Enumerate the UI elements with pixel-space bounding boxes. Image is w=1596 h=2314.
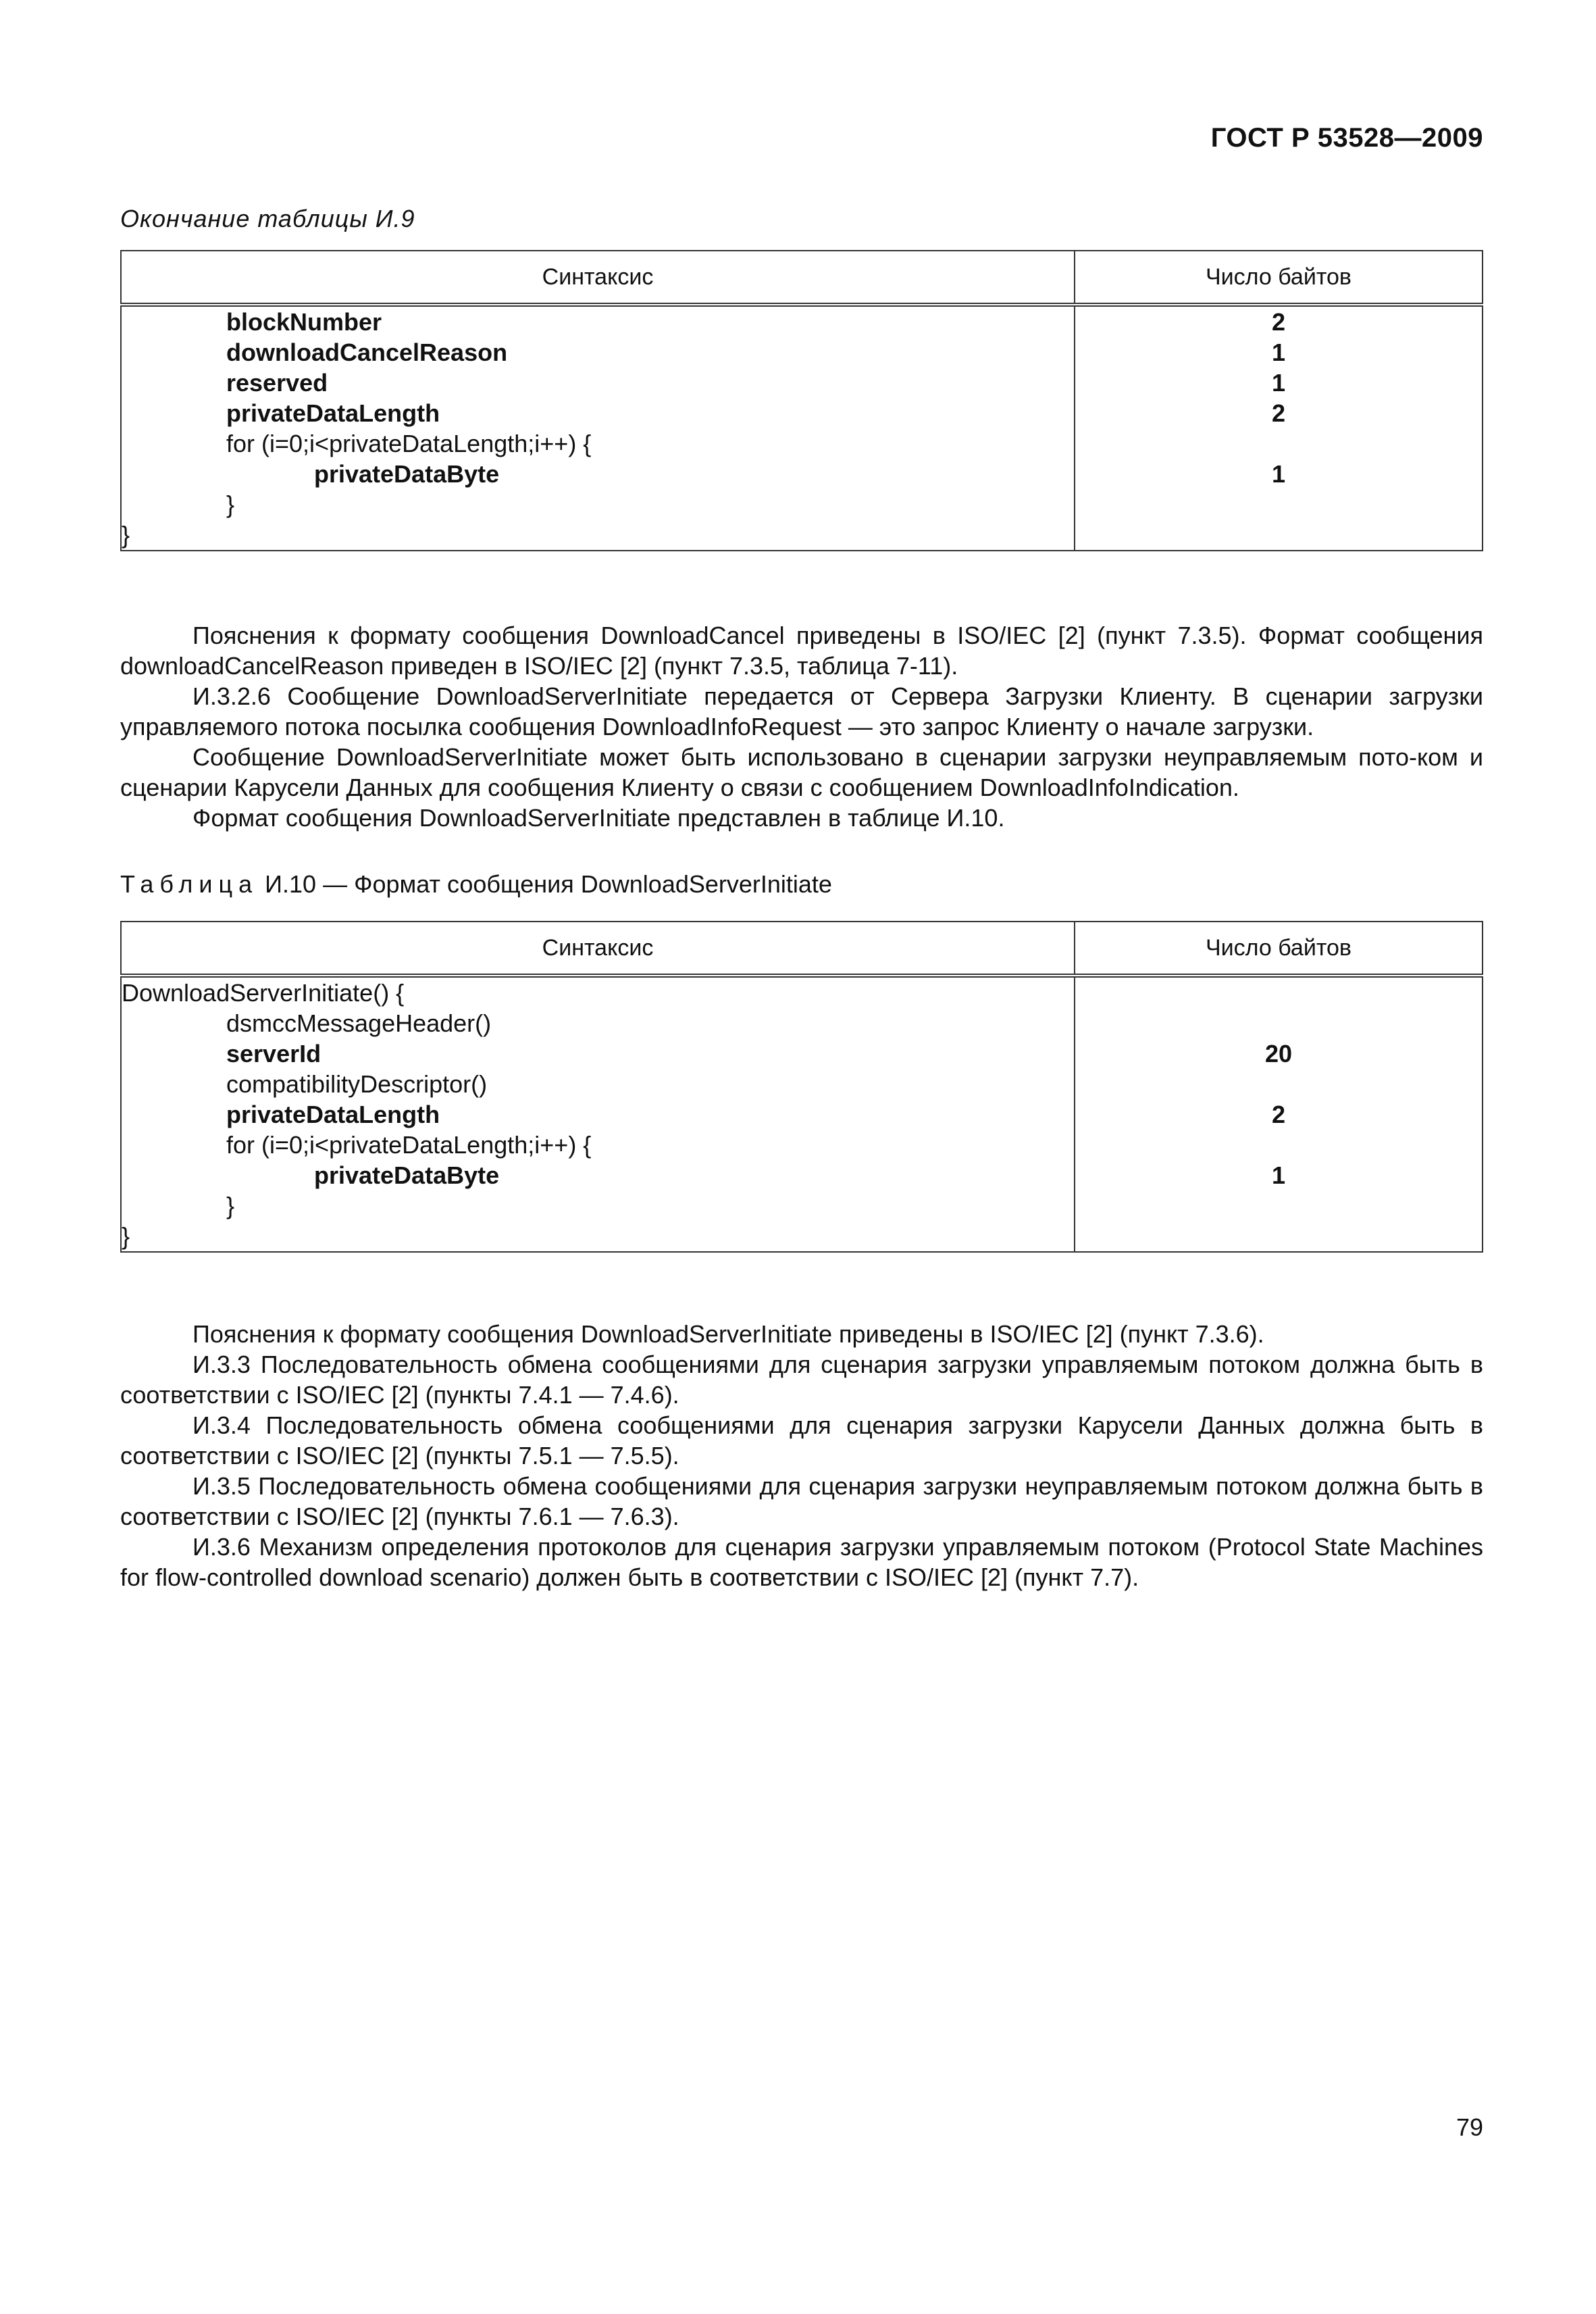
- syntax-line: dsmccMessageHeader(): [226, 1009, 492, 1037]
- syntax-line: reserved: [226, 369, 328, 397]
- byte-count: 1: [1271, 369, 1286, 397]
- syntax-cell: [121, 305, 1075, 551]
- byte-count: 2: [1271, 1101, 1286, 1128]
- byte-count: [1075, 1221, 1482, 1251]
- syntax-line: privateDataLength: [226, 1101, 440, 1128]
- syntax-line: privateDataByte: [314, 460, 500, 488]
- syntax-line: serverId: [226, 1040, 321, 1067]
- byte-count: [1075, 1130, 1482, 1160]
- syntax-line: }: [226, 1192, 235, 1219]
- paragraph: И.3.5 Последовательность обмена сообщениями для сценария загрузки неуправляемым потоком должна быть в соответствии с ISO/IEC [2] (пункты 7.6.1 — 7.6.3).: [120, 1472, 1483, 1530]
- paragraph: И.3.4 Последовательность обмена сообщениями для сценария загрузки Карусели Данных должна быть в соответствии с ISO/IEC [2] (пункты 7.5.1 — 7.5.5).: [120, 1411, 1483, 1469]
- paragraph: Пояснения к формату сообщения DownloadServerInitiate приведены в ISO/IEC [2] (пункт 7.3.6).: [192, 1320, 1264, 1348]
- table-title: И.10 — Формат сообщения DownloadServerInitiate: [258, 870, 832, 898]
- syntax-line: }: [122, 1222, 130, 1250]
- table-header-row: [121, 922, 1483, 976]
- bytes-cell: [1075, 305, 1483, 551]
- text-block-1: [120, 620, 1483, 833]
- bytes-cell: [1075, 976, 1483, 1252]
- table-9-caption: Окончание таблицы И.9: [120, 205, 415, 232]
- paragraph: Сообщение DownloadServerInitiate может быть использовано в сценарии загрузки неуправляемым пото-ком и сценарии Карусели Данных для сообщения Клиенту о связи с сообщением DownloadInfoIndication.: [120, 743, 1483, 801]
- syntax-line: downloadCancelReason: [226, 338, 508, 366]
- syntax-line: }: [122, 521, 130, 549]
- byte-count: 1: [1271, 1161, 1286, 1189]
- syntax-line: for (i=0;i<privateDataLength;i++) {: [226, 430, 592, 457]
- table-10-caption: [120, 870, 832, 899]
- paragraph: И.3.6 Механизм определения протоколов для сценария загрузки управляемым потоком (Protocol State Machines for flow-controlled download scenario) должен быть в соответствии с ISO/IEC [2] (пункт 7.7).: [120, 1533, 1483, 1591]
- syntax-line: }: [226, 491, 235, 518]
- table-label: Таблица: [120, 870, 259, 898]
- byte-count: [1075, 489, 1482, 520]
- document-id: ГОСТ Р 53528—2009: [1210, 123, 1483, 153]
- page-number: 79: [1456, 2113, 1483, 2141]
- table-header-row: [121, 251, 1483, 305]
- byte-count: [1075, 1008, 1482, 1038]
- table-10: [120, 921, 1483, 1253]
- bytes-column-header: Число байтов: [1075, 922, 1483, 976]
- syntax-line: blockNumber: [226, 308, 382, 336]
- text-block-2: [120, 1319, 1483, 1592]
- byte-count: [1075, 1190, 1482, 1221]
- syntax-line: privateDataLength: [226, 399, 440, 427]
- byte-count: [1075, 1069, 1482, 1099]
- paragraph: Пояснения к формату сообщения DownloadCancel приведены в ISO/IEC [2] (пункт 7.3.5). Формат сообщения downloadCancelReason приведен в ISO/IEC [2] (пункт 7.3.5, таблица 7-11).: [120, 622, 1483, 680]
- syntax-cell: [121, 976, 1075, 1252]
- byte-count: [1075, 520, 1482, 550]
- byte-count: 2: [1271, 399, 1286, 427]
- table-row: [121, 976, 1483, 1252]
- byte-count: 1: [1271, 338, 1286, 366]
- table-9: [120, 250, 1483, 551]
- byte-count: 1: [1271, 460, 1286, 488]
- byte-count: [1075, 978, 1482, 1008]
- byte-count: 20: [1264, 1040, 1293, 1067]
- table-row: [121, 305, 1483, 551]
- byte-count: [1075, 428, 1482, 459]
- syntax-line: for (i=0;i<privateDataLength;i++) {: [226, 1131, 592, 1159]
- syntax-line: privateDataByte: [314, 1161, 500, 1189]
- syntax-line: compatibilityDescriptor(): [226, 1070, 488, 1098]
- syntax-line: DownloadServerInitiate() {: [122, 979, 405, 1007]
- bytes-column-header: Число байтов: [1075, 251, 1483, 305]
- syntax-column-header: Синтаксис: [121, 922, 1075, 976]
- byte-count: 2: [1271, 308, 1286, 336]
- syntax-column-header: Синтаксис: [121, 251, 1075, 305]
- paragraph: И.3.2.6 Сообщение DownloadServerInitiate передается от Сервера Загрузки Клиенту. В сценарии загрузки управляемого потока посылка сообщения DownloadInfoRequest — это запрос Клиенту о начале загрузки.: [120, 682, 1483, 740]
- paragraph: И.3.3 Последовательность обмена сообщениями для сценария загрузки управляемым потоком должна быть в соответствии с ISO/IEC [2] (пункты 7.4.1 — 7.4.6).: [120, 1351, 1483, 1409]
- paragraph: Формат сообщения DownloadServerInitiate представлен в таблице И.10.: [192, 804, 1005, 832]
